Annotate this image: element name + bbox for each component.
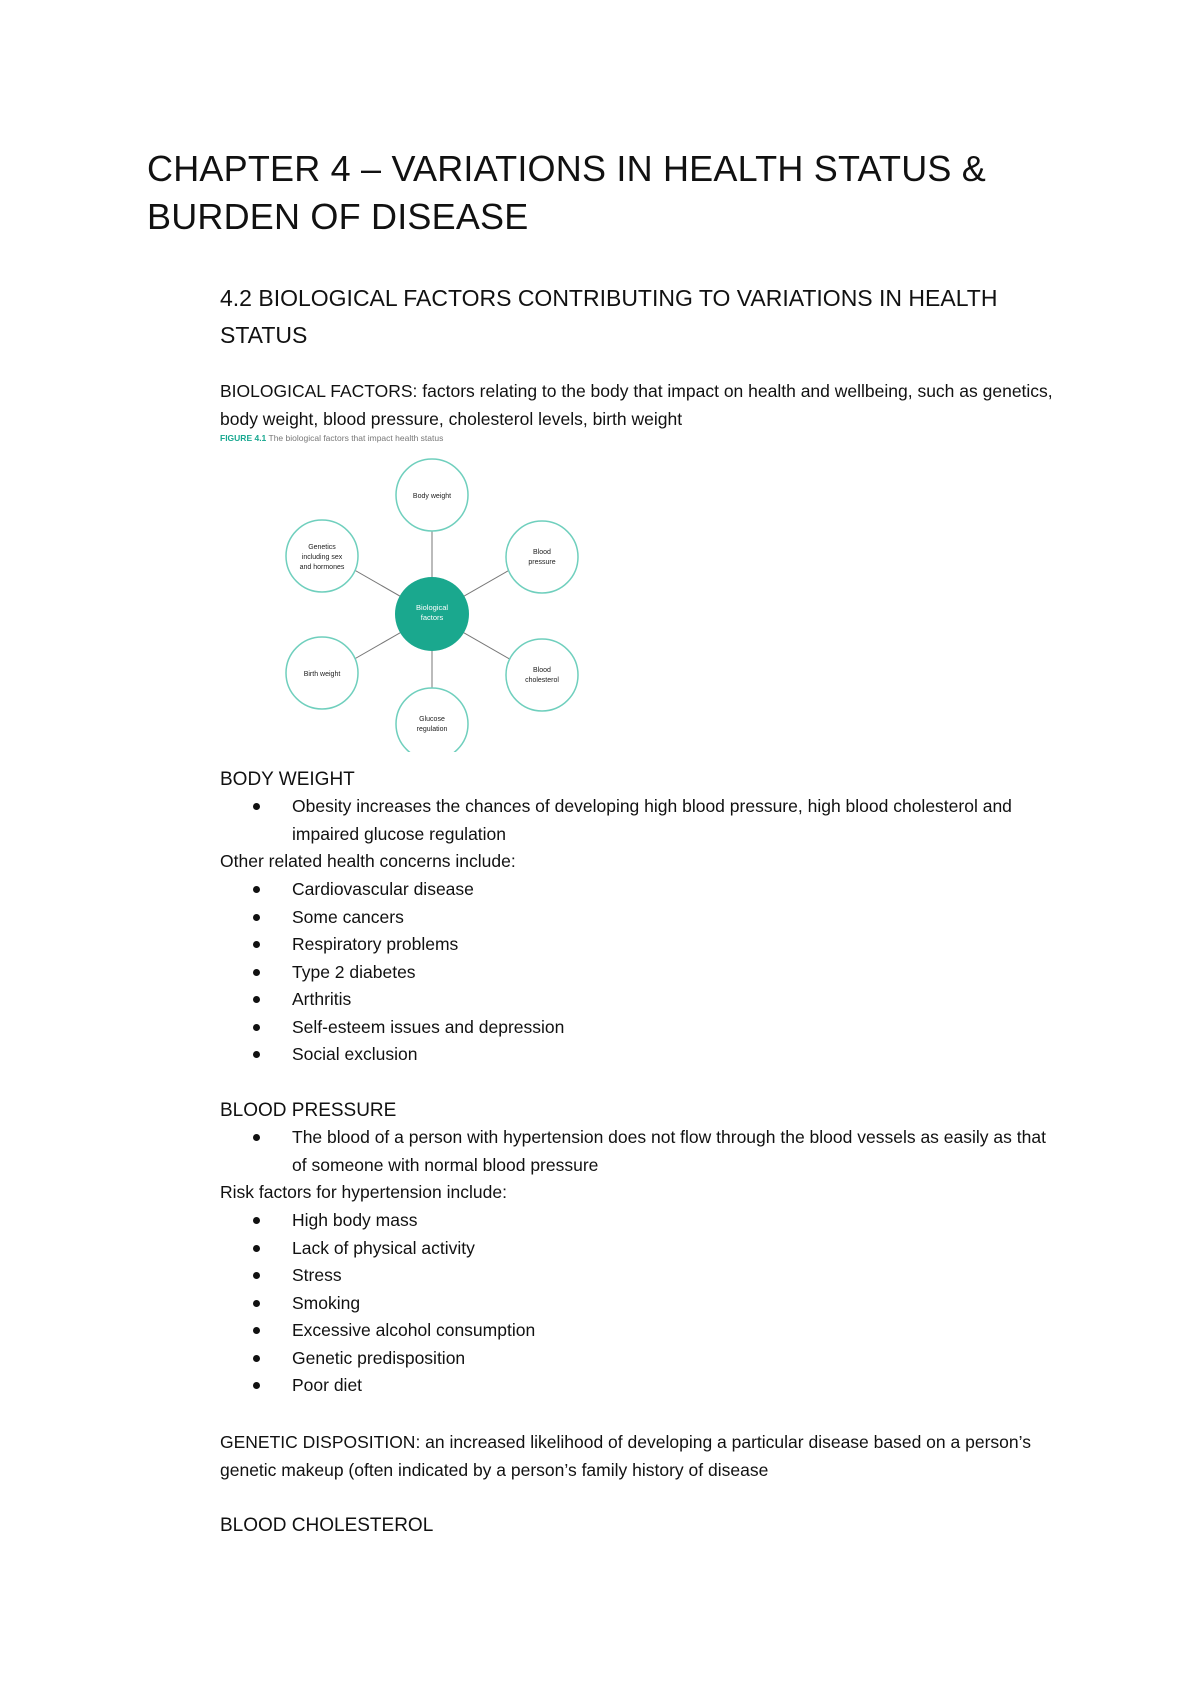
bullet-icon <box>253 1134 260 1141</box>
list-item <box>220 1041 1060 1069</box>
list-item <box>220 904 1060 932</box>
node-birth-weight <box>286 637 358 709</box>
body-weight-heading: BODY WEIGHT <box>220 769 355 790</box>
bullet-icon <box>253 886 260 893</box>
list-item-text: Stress <box>292 1265 342 1285</box>
list-item-text: Lack of physical activity <box>292 1237 475 1258</box>
bullet-icon <box>253 1300 260 1307</box>
bullet-icon <box>253 1327 260 1334</box>
bullet-icon <box>253 803 260 810</box>
list-item <box>220 1124 1060 1179</box>
bullet-icon <box>253 941 260 948</box>
node-blood-cholesterol-label-1: Blood <box>533 667 551 674</box>
list-item <box>220 1372 1060 1400</box>
node-genetics-label-2: including sex <box>301 554 343 561</box>
chapter-title: CHAPTER 4 – VARIATIONS IN HEALTH STATUS & BURDEN OF DISEASE <box>147 148 987 237</box>
list-item-text: Poor diet <box>292 1375 363 1395</box>
bullet-icon <box>253 996 260 1003</box>
node-blood-pressure-label-1: Blood <box>533 549 551 556</box>
biological-factors-figure <box>220 432 646 752</box>
section-title: 4.2 BIOLOGICAL FACTORS CONTRIBUTING TO VARIATIONS IN HEALTH STATUS <box>220 285 998 348</box>
bullet-icon <box>253 1217 260 1224</box>
list-item <box>220 959 1060 987</box>
biological-factors-definition: BIOLOGICAL FACTORS: factors relating to the body that impact on health and wellbeing, such as genetics, body weight, blood pressure, cholesterol levels, birth weight <box>220 381 1053 429</box>
list-item <box>220 1207 1060 1235</box>
list-item <box>220 1262 1060 1290</box>
bullet-icon <box>253 1355 260 1362</box>
node-glucose-label-2: regulation <box>416 726 448 733</box>
hypertension-risk-intro: Risk factors for hypertension include: <box>220 1182 507 1202</box>
list-item <box>220 793 1060 848</box>
node-genetics <box>286 520 358 592</box>
list-item-text: Genetic predisposition <box>292 1347 466 1368</box>
hypertension-risk-list <box>220 1207 1060 1400</box>
list-item <box>220 1290 1060 1318</box>
node-blood-pressure <box>506 521 578 593</box>
bullet-icon <box>253 1272 260 1279</box>
bullet-icon <box>253 969 260 976</box>
list-item-text: Self-esteem issues and depression <box>292 1016 565 1037</box>
list-item <box>220 1345 1060 1373</box>
list-item-text: Smoking <box>292 1292 361 1313</box>
related-concerns-list <box>220 876 1060 1069</box>
figure-diagram <box>220 432 646 752</box>
blood-cholesterol-heading: BLOOD CHOLESTEROL <box>220 1515 434 1536</box>
related-concerns-intro: Other related health concerns include: <box>220 851 516 871</box>
list-item <box>220 986 1060 1014</box>
figure-title: The biological factors that impact health status <box>268 433 444 443</box>
bullet-icon <box>253 914 260 921</box>
list-item-text: The blood of a person with hypertension does not flow through the blood vessels as easily as that of someone with normal blood pressure <box>292 1127 1046 1175</box>
list-item <box>220 1014 1060 1042</box>
node-blood-cholesterol-label-2: cholesterol <box>525 677 559 684</box>
body-weight-points <box>220 793 1060 848</box>
genetic-disposition-definition: GENETIC DISPOSITION: an increased likelihood of developing a particular disease based on a person’s genetic makeup (often indicated by a person’s family history of disease <box>220 1432 1031 1480</box>
bullet-icon <box>253 1245 260 1252</box>
node-blood-cholesterol <box>506 639 578 711</box>
node-genetics-label-3: and hormones <box>299 564 345 571</box>
list-item-text: Social exclusion <box>292 1044 418 1064</box>
list-item-text: Some cancers <box>292 906 404 927</box>
list-item-text: High body mass <box>292 1210 418 1230</box>
list-item-text: Arthritis <box>292 989 352 1009</box>
list-item <box>220 876 1060 904</box>
node-blood-pressure-label-2: pressure <box>528 559 556 566</box>
list-item <box>220 931 1060 959</box>
list-item-text: Cardiovascular disease <box>292 879 474 899</box>
blood-pressure-points <box>220 1124 1060 1179</box>
node-genetics-label-1: Genetics <box>308 544 336 551</box>
blood-pressure-heading: BLOOD PRESSURE <box>220 1100 397 1121</box>
node-body-weight <box>396 459 468 531</box>
node-glucose-label-1: Glucose <box>419 716 445 723</box>
center-label-2: factors <box>420 613 444 622</box>
list-item-text: Respiratory problems <box>292 934 459 954</box>
figure-number: FIGURE 4.1 <box>220 433 267 443</box>
bullet-icon <box>253 1382 260 1389</box>
center-label-1: Biological <box>415 603 449 612</box>
list-item <box>220 1235 1060 1263</box>
list-item-text: Excessive alcohol consumption <box>292 1320 536 1340</box>
bullet-icon <box>253 1024 260 1031</box>
list-item-text: Type 2 diabetes <box>292 961 416 982</box>
node-glucose-regulation <box>396 688 468 752</box>
node-body-weight-label: Body weight <box>412 493 452 500</box>
list-item-text: Obesity increases the chances of developing high blood pressure, high blood cholesterol and impaired glucose regulation <box>292 796 1012 844</box>
bullet-icon <box>253 1051 260 1058</box>
list-item <box>220 1317 1060 1345</box>
node-birth-weight-label: Birth weight <box>303 671 341 678</box>
